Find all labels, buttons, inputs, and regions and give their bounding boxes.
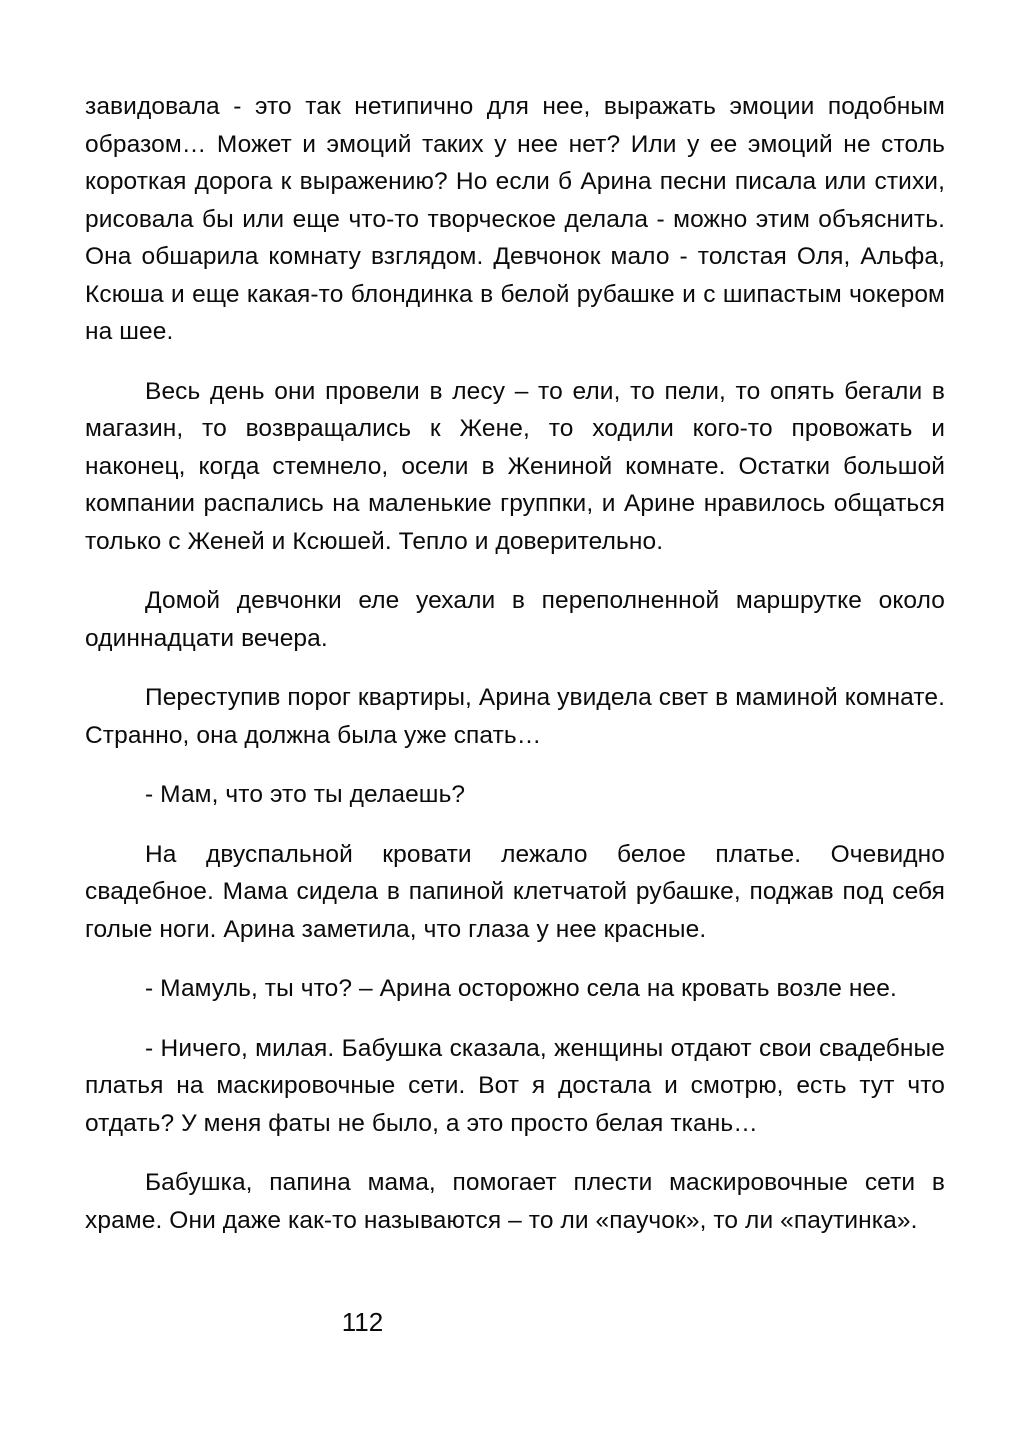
paragraph-2: Весь день они провели в лесу – то ели, то пели, то опять бегали в магазин, то возвращались к Жене, то ходили кого-то провожать и наконец, когда стемнело, осели в Жениной комнате. Остатки большой компании распались на маленькие группки, и Арине нравилось общаться только с Женей и Ксюшей. Тепло и доверительно. — [85, 377, 945, 555]
page-number-value: 112 — [341, 1307, 384, 1337]
paragraph-6: На двуспальной кровати лежало белое платье. Очевидно свадебное. Мама сидела в папиной клетчатой рубашке, поджав под себя голые ноги. Арина заметила, что глаза у нее красные. — [85, 840, 945, 943]
paragraph-1: завидовала - это так нетипично для нее, выражать эмоции подобным образом… Может и эмоций таких у нее нет? Или у ее эмоций не столь короткая дорога к выражению? Но если б Арина песни писала или стихи, рисовала бы или еще что-то творческое делала - можно этим объяснить. Она обшарила комнату взглядом. Девчонок мало - толстая Оля, Альфа, Ксюша и еще какая-то блондинка в белой рубашке и с шипастым чокером на шее. — [85, 93, 945, 345]
body-text-column — [85, 88, 945, 1261]
paragraph-8-dialogue: - Ничего, милая. Бабушка сказала, женщины отдают свои свадебные платья на маскировочные сети. Вот я достала и смотрю, есть тут что отдать? У меня фаты не было, а это просто белая ткань… — [85, 1034, 945, 1137]
paragraph-7-dialogue: - Мамуль, ты что? – Арина осторожно села на кровать возле нее. — [145, 975, 897, 1002]
paragraph-9: Бабушка, папина мама, помогает плести маскировочные сети в храме. Они даже как-то называются – то ли «паучок», то ли «паутинка». — [85, 1169, 945, 1234]
page-number — [0, 1305, 1029, 1339]
paragraph-3: Домой девчонки еле уехали в переполненной маршрутке около одиннадцати вечера. — [85, 587, 945, 652]
paragraph-4: Переступив порог квартиры, Арина увидела свет в маминой комнате. Странно, она должна была уже спать… — [85, 684, 945, 749]
paragraph-5-dialogue: - Мам, что это ты делаешь? — [145, 781, 466, 808]
